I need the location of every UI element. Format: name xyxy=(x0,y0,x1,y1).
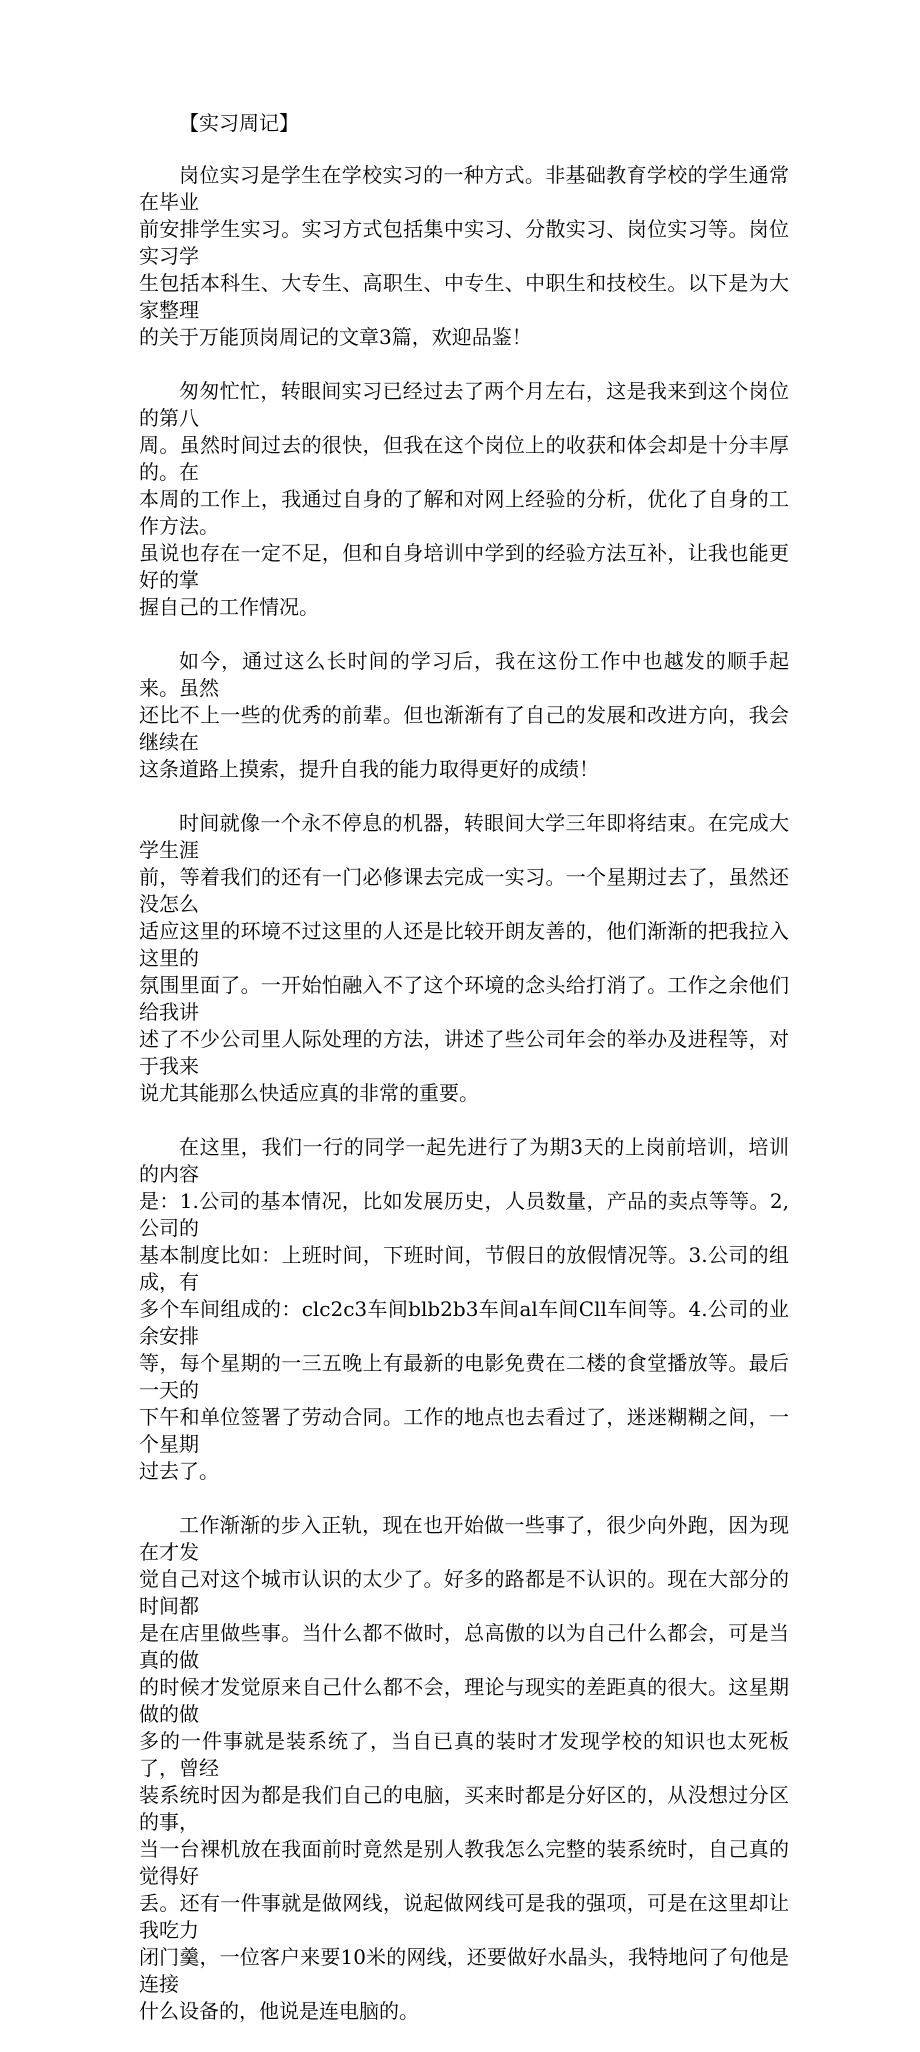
paragraph-2: 匆匆忙忙，转眼间实习已经过去了两个月左右，这是我来到这个岗位的第八 周。虽然时间过去的很快，但我在这个岗位上的收获和体会却是十分丰厚的。在 本周的工作上，我通过自身的了解和对网上经验的分析，优化了自身的工作方法。 虽说也存在一定不足，但和自身培训中学到的经验方法互补，让我也能更好的掌 握自己的工作情况。 xyxy=(139,379,789,619)
document-heading: 【实习周记】 xyxy=(179,111,299,135)
document-page xyxy=(139,110,789,2052)
paragraph-1: 岗位实习是学生在学校实习的一种方式。非基础教育学校的学生通常在毕业 前安排学生实习。实习方式包括集中实习、分散实习、岗位实习等。岗位实习学 生包括本科生、大专生、高职生、中专生、中职生和技校生。以下是为大家整理 的关于万能顶岗周记的文章3篇，欢迎品鉴！ xyxy=(139,163,789,349)
paragraph-6: 工作渐渐的步入正轨，现在也开始做一些事了，很少向外跑，因为现在才发 觉自己对这个城市认识的太少了。好多的路都是不认识的。现在大部分的时间都 是在店里做些事。当什么都不做时，总高傲的以为自己什么都会，可是当真的做 的时候才发觉原来自己什么都不会，理论与现实的差距真的很大。这星期做的做 多的一件事就是装系统了，当自已真的装时才发现学校的知识也太死板了，曾经 装系统时因为都是我们自己的电脑，买来时都是分好区的，从没想过分区的事， 当一台裸机放在我面前时竟然是别人教我怎么完整的装系统时，自己真的觉得好 丢。还有一件事就是做网线，说起做网线可是我的强项，可是在这里却让我吃力 闭门羹，一位客户来要10米的网线，还要做好水晶头，我特地问了句他是连接 什么设备的，他说是连电脑的。 xyxy=(139,1513,789,2023)
paragraph-3: 如今，通过这么长时间的学习后，我在这份工作中也越发的顺手起来。虽然 还比不上一些的优秀的前辈。但也渐渐有了自己的发展和改进方向，我会继续在 这条道路上摸索，提升自我的能力取得更好的成绩！ xyxy=(139,649,789,781)
paragraph-5: 在这里，我们一行的同学一起先进行了为期3天的上岗前培训，培训的内容 是：1.公司的基本情况，比如发展历史，人员数量，产品的卖点等等。2,公司的 基本制度比如：上班时间，下班时间，节假日的放假情况等。3.公司的组成，有 多个车间组成的：clc2c3车间blb2b3车间al车间Cll车间等。4.公司的业余安排 等，每个星期的一三五晚上有最新的电影免费在二楼的食堂播放等。最后一天的 下午和单位签署了劳动合同。工作的地点也去看过了，迷迷糊糊之间，一个星期 过去了。 xyxy=(139,1135,789,1483)
paragraph-4: 时间就像一个永不停息的机器，转眼间大学三年即将结束。在完成大学生涯 前，等着我们的还有一门必修课去完成一实习。一个星期过去了，虽然还没怎么 适应这里的环境不过这里的人还是比较开朗友善的，他们渐渐的把我拉入这里的 氛围里面了。一开始怕融入不了这个环境的念头给打消了。工作之余他们给我讲 述了不少公司里人际处理的方法，讲述了些公司年会的举办及进程等，对于我来 说尤其能那么快适应真的非常的重要。 xyxy=(139,811,789,1105)
